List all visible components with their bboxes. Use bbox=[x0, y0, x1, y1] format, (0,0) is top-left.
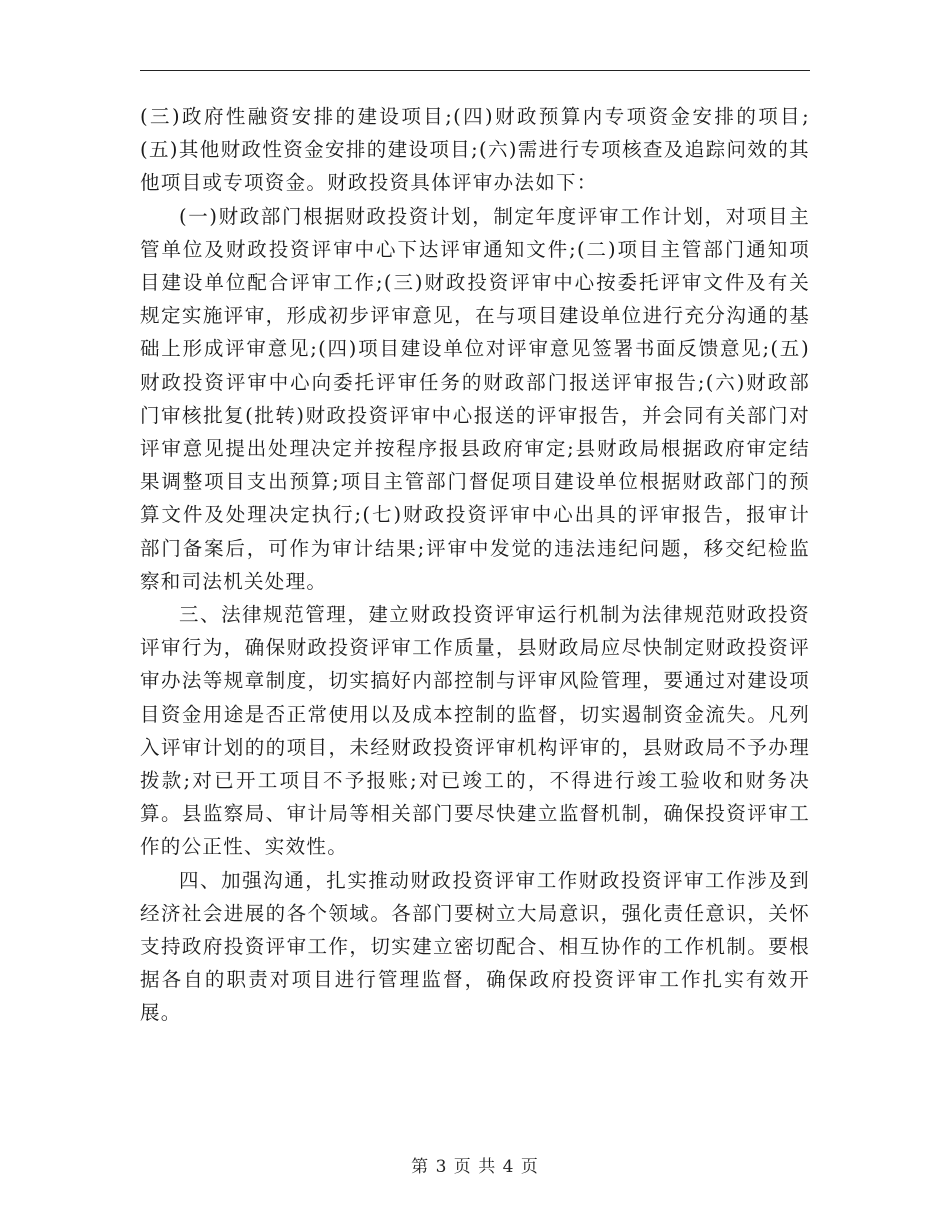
paragraph-4: 四、加强沟通，扎实推动财政投资评审工作财政投资评审工作涉及到经济社会进展的各个领域。各部门要树立大局意识，强化责任意识，关怀支持政府投资评审工作，切实建立密切配合、相互协作的工作机制。要根据各自的职责对项目进行管理监督，确保政府投资评审工作扎实有效开展。 bbox=[140, 868, 810, 1025]
page-number: 第 3 页 共 4 页 bbox=[411, 1157, 539, 1177]
paragraph-2: (一)财政部门根据财政投资计划，制定年度评审工作计划，对项目主管单位及财政投资评审中心下达评审通知文件;(二)项目主管部门通知项目建设单位配合评审工作;(三)财政投资评审中心按委托评审文件及有关规定实施评审，形成初步评审意见，在与项目建设单位进行充分沟通的基础上形成评审意见;(四)项目建设单位对评审意见签署书面反馈意见;(五)财政投资评审中心向委托评审任务的财政部门报送评审报告;(六)财政部门审核批复(批转)财政投资评审中心报送的评审报告，并会同有关部门对评审意见提出处理决定并按程序报县政府审定;县财政局根据政府审定结果调整项目支出预算;项目主管部门督促项目建设单位根据财政部门的预算文件及处理决定执行;(七)财政投资评审中心出具的评审报告，报审计部门备案后，可作为审计结果;评审中发觉的违法违纪问题，移交纪检监察和司法机关处理。 bbox=[140, 204, 810, 593]
document-body bbox=[140, 100, 810, 1030]
paragraph-1: (三)政府性融资安排的建设项目;(四)财政预算内专项资金安排的项目;(五)其他财政性资金安排的建设项目;(六)需进行专项核查及追踪问效的其他项目或专项资金。财政投资具体评审办法如下： bbox=[140, 105, 810, 195]
paragraph-3: 三、法律规范管理，建立财政投资评审运行机制为法律规范财政投资评审行为，确保财政投资评审工作质量，县财政局应尽快制定财政投资评审办法等规章制度，切实搞好内部控制与评审风险管理，要通过对建设项目资金用途是否正常使用以及成本控制的监督，切实遏制资金流失。凡列入评审计划的的项目，未经财政投资评审机构评审的，县财政局不予办理拨款;对已开工项目不予报账;对已竣工的，不得进行竣工验收和财务决算。县监察局、审计局等相关部门要尽快建立监督机制，确保投资评审工作的公正性、实效性。 bbox=[140, 603, 810, 859]
header-rule bbox=[140, 70, 810, 71]
